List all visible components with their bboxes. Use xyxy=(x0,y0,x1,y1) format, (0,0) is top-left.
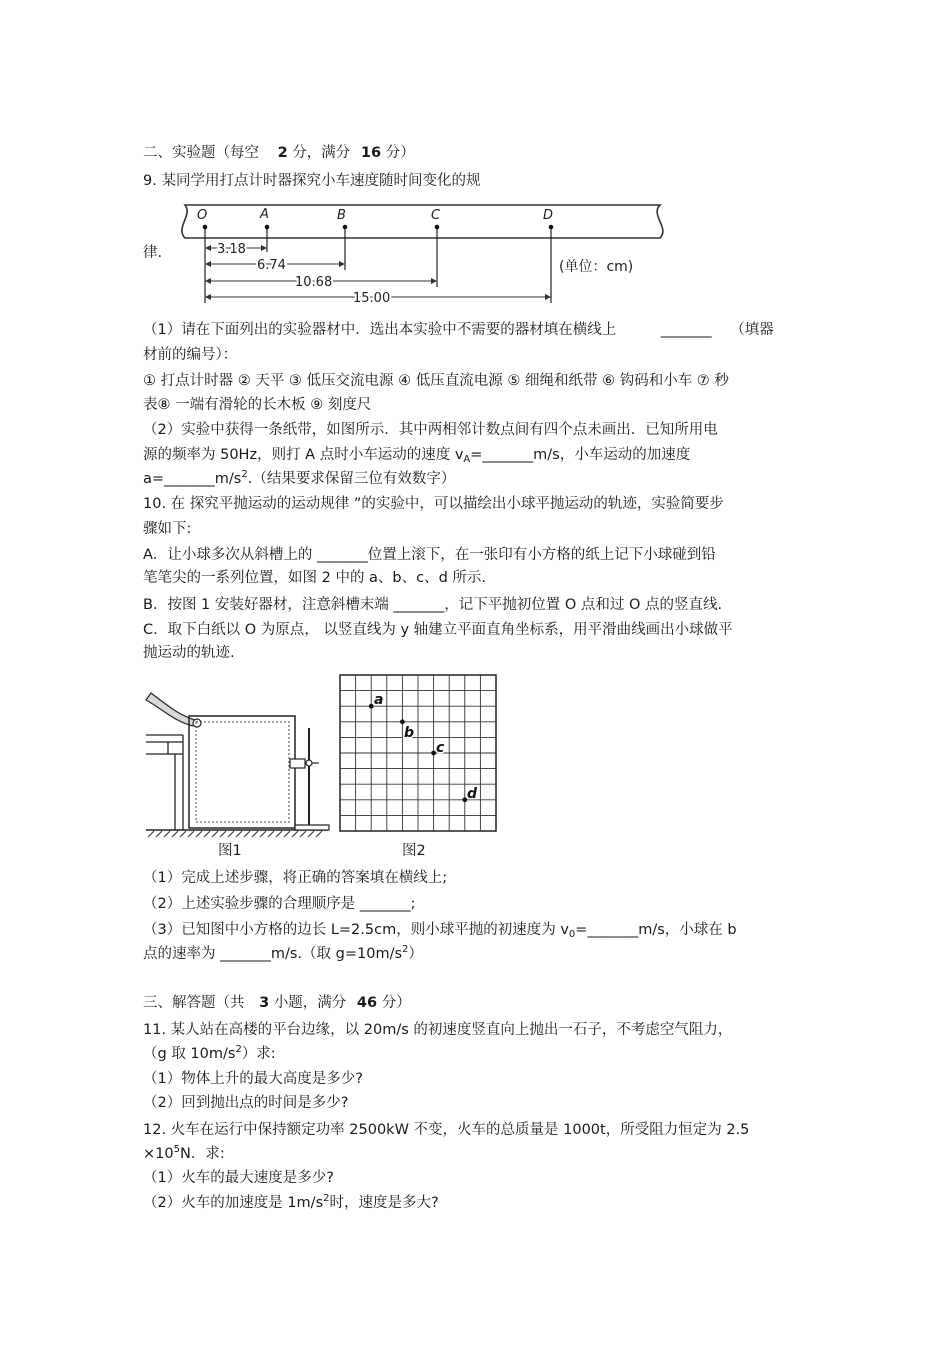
tape-label-b: B xyxy=(337,208,346,223)
stand-base xyxy=(295,825,329,830)
q11-stem-line1: 11. 某人站在高楼的平台边缘，以 20m/s 的初速度竖直向上抛出一石子，不考虑空气阻力， xyxy=(143,1022,733,1038)
q9-stem-end: 律. xyxy=(143,245,163,261)
q10-stem-line2: 骤如下: xyxy=(143,521,192,537)
q9-items-line1: ① 打点计时器 ② 天平 ③ 低压交流电源 ④ 低压直流电源 ⑤ 细绳和纸带 ⑥ 钩码和小车 ⑦ 秒 xyxy=(143,373,729,389)
tape-dot-b xyxy=(343,225,348,230)
q9-part1-line1 xyxy=(143,320,774,340)
section3-count: 3 xyxy=(259,995,270,1011)
q12-part2-tail: 时，速度是多大? xyxy=(329,1195,439,1211)
q11-stem-tail: ）求: xyxy=(241,1046,276,1062)
q10-part3-line2 xyxy=(143,944,423,964)
section3-heading-c: 分） xyxy=(381,995,411,1011)
q9-part1-text: （1）请在下面列出的实验器材中．选出本实验中不需要的器材填在横线上 xyxy=(143,322,617,338)
figure1-label: 图1 xyxy=(218,843,242,859)
q11-stem-superscript: 2 xyxy=(235,1044,242,1055)
q12-stem-ten: ×10 xyxy=(143,1146,174,1162)
q10-part3-subscript: 0 xyxy=(568,929,576,940)
tape-label-a: A xyxy=(260,207,269,222)
grid-point-a xyxy=(369,704,374,709)
tape-outline xyxy=(182,205,663,238)
ground-hatch xyxy=(148,831,322,837)
q9-part2-subscript: A xyxy=(463,454,471,465)
grid-label-d: d xyxy=(467,786,478,802)
q10-part3-close: ） xyxy=(408,946,423,962)
tape-label-o: O xyxy=(197,208,208,223)
tape-point-labels xyxy=(197,207,553,223)
q9-part1-blank: _______ xyxy=(660,322,712,338)
q10-part3-blank-text: =_______m/s，小球在 b xyxy=(575,922,737,938)
inclined-chute xyxy=(146,693,195,726)
q9-part2-note: .（结果要求保留三位有效数字） xyxy=(247,471,456,487)
q9-items-line2: 表⑧ 一端有滑轮的长木板 ⑨ 刻度尺 xyxy=(143,397,372,413)
section2-heading-b: 分，满分 xyxy=(292,145,351,161)
grid-label-a: a xyxy=(374,692,384,708)
q10-step-a-line1: A．让小球多次从斜槽上的 _______位置上滚下，在一张印有小方格的纸上记下小球碰到铅 xyxy=(143,547,716,563)
figure2-grid xyxy=(339,674,499,834)
q10-part3-line1 xyxy=(143,920,737,940)
q10-part1: （1）完成上述步骤，将正确的答案填在横线上; xyxy=(143,870,448,886)
grid-point-b xyxy=(400,719,405,724)
q10-part3-superscript: 2 xyxy=(402,944,409,955)
q12-stem-line2 xyxy=(143,1144,225,1164)
q9-part2-accel-text: a=_______m/s xyxy=(143,471,242,487)
grid-label-b: b xyxy=(404,725,415,741)
tape-dot-o xyxy=(203,225,208,230)
board xyxy=(189,716,295,828)
tape-label-c: C xyxy=(431,208,441,223)
q10-part3-speed-text: 点的速率为 _______m/s.（取 g=10m/s xyxy=(143,946,403,962)
tape-diagram xyxy=(175,200,670,305)
ball xyxy=(193,719,201,727)
section3-heading-a: 三、解答题（共 xyxy=(143,995,245,1011)
q11-part2: （2）回到抛出点的时间是多少? xyxy=(143,1095,349,1111)
q9-part2-blank-text: =_______m/s，小车运动的加速度 xyxy=(470,447,691,463)
section2-heading-c: 分） xyxy=(385,145,415,161)
tape-distance-oa: 3.18 xyxy=(217,242,246,257)
q12-stem-superscript: 5 xyxy=(173,1144,180,1155)
tape-unit-label: (单位：cm) xyxy=(559,259,634,275)
q10-step-c-line2: 抛运动的轨迹. xyxy=(143,645,235,661)
q11-part1: （1）物体上升的最大高度是多少? xyxy=(143,1071,363,1087)
q9-part2-line3 xyxy=(143,469,455,489)
q10-step-b: B．按图 1 安装好器材，注意斜槽末端 _______，记下平抛初位置 O 点和过 O 点的竖直线. xyxy=(143,597,723,613)
figure1-apparatus xyxy=(143,690,333,862)
q9-part1-tail: （填器 xyxy=(730,322,774,338)
tape-distance-od: 15.00 xyxy=(353,291,391,305)
tape-dot-a xyxy=(265,225,270,230)
q9-part2-line1: （2）实验中获得一条纸带，如图所示．其中两相邻计数点间有四个点未画出．已知所用电 xyxy=(143,422,718,438)
q9-part2-line2 xyxy=(143,445,690,465)
q11-stem-g-text: （g 取 10m/s xyxy=(143,1046,236,1062)
q12-part2-superscript: 2 xyxy=(323,1193,330,1204)
q11-stem-line2 xyxy=(143,1044,276,1064)
table xyxy=(146,735,183,830)
tape-dots xyxy=(203,225,554,230)
tape-distance-oc: 10.68 xyxy=(295,275,333,290)
section3-heading xyxy=(143,993,411,1013)
section2-total: 16 xyxy=(360,145,382,161)
q10-part3-text: （3）已知图中小方格的边长 L=2.5cm，则小球平抛的初速度为 v xyxy=(143,922,569,938)
tape-distance-labels xyxy=(217,242,390,305)
section3-total: 46 xyxy=(356,995,378,1011)
section2-heading-a: 二、实验题（每空 xyxy=(143,145,259,161)
section3-heading-b: 小题，满分 xyxy=(273,995,347,1011)
tape-distance-ob: 6.74 xyxy=(257,258,286,273)
tape-dot-c xyxy=(435,225,440,230)
figure2-label: 图2 xyxy=(402,843,426,859)
q12-part1: （1）火车的最大速度是多少? xyxy=(143,1170,334,1186)
q9-part1-line2: 材前的编号）： xyxy=(143,347,238,363)
q12-part2-text: （2）火车的加速度是 1m/s xyxy=(143,1195,324,1211)
q12-part2 xyxy=(143,1193,439,1213)
q10-stem-line1: 10. 在 探究平抛运动的运动规律 ”的实验中，可以描绘出小球平抛运动的轨迹，实验简要步 xyxy=(143,496,724,512)
paper-sheet xyxy=(196,722,289,822)
q9-stem: 9. 某同学用打点计时器探究小车速度随时间变化的规 xyxy=(143,173,481,189)
q9-part2-text: 源的频率为 50Hz，则打 A 点时小车运动的速度 v xyxy=(143,447,464,463)
q10-part2: （2）上述实验步骤的合理顺序是 _______; xyxy=(143,896,416,912)
section2-points: 2 xyxy=(277,145,288,161)
section2-heading xyxy=(143,143,415,163)
q12-stem-line1: 12. 火车在运行中保持额定功率 2500kW 不变，火车的总质量是 1000t，所受阻力恒定为 2.5 xyxy=(143,1122,750,1138)
grid-label-c: c xyxy=(436,740,445,756)
q9-part2-superscript: 2 xyxy=(241,469,248,480)
tape-dot-d xyxy=(549,225,554,230)
stand-clamp xyxy=(290,759,305,768)
tape-label-d: D xyxy=(543,208,554,223)
q12-stem-tail: N．求: xyxy=(179,1146,225,1162)
q10-step-a-line2: 笔笔尖的一系列位置，如图 2 中的 a、b、c、d 所示. xyxy=(143,570,487,586)
q10-step-c-line1: C．取下白纸以 O 为原点， 以竖直线为 y 轴建立平面直角坐标系，用平滑曲线画出小球做平 xyxy=(143,622,733,638)
